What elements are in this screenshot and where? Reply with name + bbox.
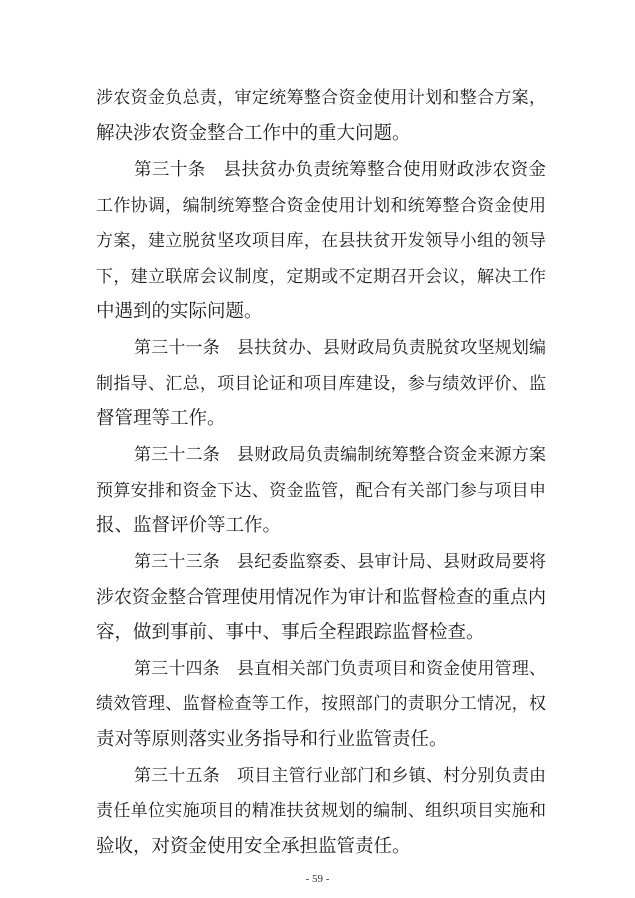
text-line: 验收，对资金使用安全承担监管责任。 [96,836,411,857]
article-heading-line: 第三十四条 县直相关部门负责项目和资金使用管理、 [134,659,546,679]
article-heading-line: 第三十二条 县财政局负责编制统筹整合资金来源方案 [134,445,546,465]
text-line: 涉农资金整合管理使用情况作为审计和监督检查的重点内 [96,587,546,608]
text-line: 工作协调，编制统筹整合资金使用计划和统筹整合资金使用 [96,196,546,216]
text-line: 报、监督评价等工作。 [96,515,282,536]
text-line: 方案，建立脱贫坚攻项目库，在县扶贫开发领导小组的领导 [96,231,546,251]
page-number: - 59 - [305,873,330,885]
article-heading-line: 第三十一条 县扶贫办、县财政局负责脱贫攻坚规划编 [134,338,546,358]
text-line: 涉农资金负总责，审定统筹整合资金使用计划和整合方案， [96,88,546,108]
text-line: 容，做到事前、事中、事后全程跟踪监督检查。 [96,622,485,643]
text-line: 责对等原则落实业务指导和行业监管责任。 [96,729,448,750]
text-line: 中遇到的实际问题。 [96,301,263,322]
article-heading-line: 第三十条 县扶贫办负责统筹整合使用财政涉农资金 [134,160,546,180]
text-line: 督管理等工作。 [96,408,226,429]
text-line: 解决涉农资金整合工作中的重大问题。 [96,123,411,144]
article-heading-line: 第三十三条 县纪委监察委、县审计局、县财政局要将 [134,552,546,572]
text-line: 绩效管理、监督检查等工作，按照部门的责职分工情况，权 [96,694,546,714]
article-heading-line: 第三十五条 项目主管行业部门和乡镇、村分别负责由 [134,766,546,786]
text-line: 预算安排和资金下达、资金监管，配合有关部门参与项目申 [96,481,546,501]
text-line: 制指导、汇总，项目论证和项目库建设，参与绩效评价、监 [96,374,546,394]
text-line: 责任单位实施项目的精准扶贫规划的编制、组织项目实施和 [96,801,546,821]
text-line: 下，建立联席会议制度，定期或不定期召开会议，解决工作 [96,267,546,287]
